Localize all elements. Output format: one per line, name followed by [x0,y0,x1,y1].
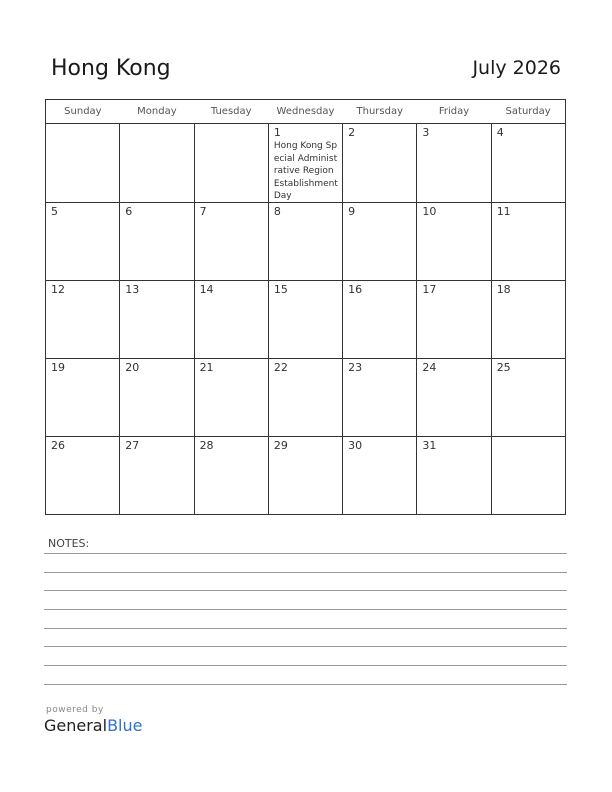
page-title-country: Hong Kong [51,56,171,81]
calendar-week-row [46,359,566,437]
day-number: 16 [348,283,363,296]
calendar-day-cell [194,359,268,437]
notes-line [44,665,567,666]
day-number: 1 [273,126,281,139]
notes-line [44,628,567,629]
calendar-day-cell [194,437,268,515]
calendar-day-cell [268,124,342,203]
weekday-header: Wednesday [268,100,342,124]
day-number: 22 [273,361,288,374]
calendar-day-cell [491,359,565,437]
day-number: 11 [496,205,511,218]
day-number: 4 [496,126,504,139]
day-number: 3 [422,126,430,139]
notes-line [44,590,567,591]
brand-logo[interactable] [44,716,142,735]
day-number [46,124,119,126]
day-number: 21 [199,361,214,374]
calendar-day-cell [268,359,342,437]
day-number: 8 [273,205,281,218]
calendar-week-row [46,203,566,281]
day-number: 24 [422,361,437,374]
brand-blue-text: Blue [107,716,143,735]
day-number: 13 [125,283,140,296]
month-year-label: July 2026 [472,57,561,79]
weekday-header: Monday [120,100,194,124]
calendar-day-cell [194,203,268,281]
calendar-day-cell [417,124,491,203]
day-number: 23 [348,361,363,374]
day-number: 5 [51,205,58,218]
calendar-day-cell [268,281,342,359]
notes-line [44,646,567,647]
day-number: 28 [199,439,214,452]
calendar-day-cell [120,359,194,437]
calendar-day-cell [194,281,268,359]
weekday-header-row [46,100,566,124]
day-number: 27 [125,439,140,452]
calendar-week-row [46,281,566,359]
calendar-day-cell [120,281,194,359]
calendar-day-cell [343,124,417,203]
calendar-day-cell [491,437,565,515]
brand-general-text: General [44,716,108,735]
calendar-day-cell [120,203,194,281]
notes-line [44,609,567,610]
day-number: 14 [199,283,214,296]
calendar-day-cell [46,124,120,203]
notes-line [44,684,567,685]
weekday-header: Sunday [46,100,120,124]
weekday-header: Tuesday [194,100,268,124]
day-number: 19 [51,361,65,374]
day-number: 9 [348,205,356,218]
day-number: 18 [496,283,511,296]
calendar-day-cell [46,281,120,359]
day-number: 12 [51,283,65,296]
day-number [492,437,565,439]
day-number [195,124,268,126]
day-number: 25 [496,361,511,374]
day-number: 31 [422,439,437,452]
day-number: 26 [51,439,65,452]
day-number: 17 [422,283,437,296]
calendar-day-cell [120,437,194,515]
calendar-day-cell [194,124,268,203]
weekday-header: Friday [417,100,491,124]
calendar-day-cell [268,437,342,515]
holiday-event-label: Hong Kong Special Administrative Region Establishment Day [273,141,338,201]
calendar-day-cell [491,203,565,281]
calendar-week-row [46,437,566,515]
day-number: 15 [273,283,288,296]
notes-label: NOTES: [48,537,90,550]
calendar-day-cell [417,203,491,281]
calendar-day-cell [491,124,565,203]
calendar-day-cell [46,437,120,515]
powered-by-text: powered by [46,705,104,715]
calendar-day-cell [46,359,120,437]
day-number: 2 [348,126,356,139]
day-number: 29 [273,439,288,452]
weekday-header: Thursday [343,100,417,124]
notes-line [44,572,567,573]
day-number: 30 [348,439,363,452]
day-number: 10 [422,205,437,218]
calendar-day-cell [46,203,120,281]
calendar-day-cell [343,203,417,281]
calendar-week-row [46,124,566,203]
day-number: 6 [125,205,133,218]
calendar-day-cell [417,359,491,437]
calendar-day-cell [491,281,565,359]
calendar-day-cell [417,437,491,515]
day-number: 20 [125,361,140,374]
calendar-day-cell [417,281,491,359]
calendar-day-cell [120,124,194,203]
calendar-day-cell [268,203,342,281]
notes-line [44,553,567,554]
calendar-day-cell [343,281,417,359]
calendar-day-cell [343,359,417,437]
day-number [120,124,193,126]
calendar-day-cell [343,437,417,515]
day-number: 7 [199,205,207,218]
weekday-header: Saturday [491,100,565,124]
calendar-grid [45,99,566,515]
